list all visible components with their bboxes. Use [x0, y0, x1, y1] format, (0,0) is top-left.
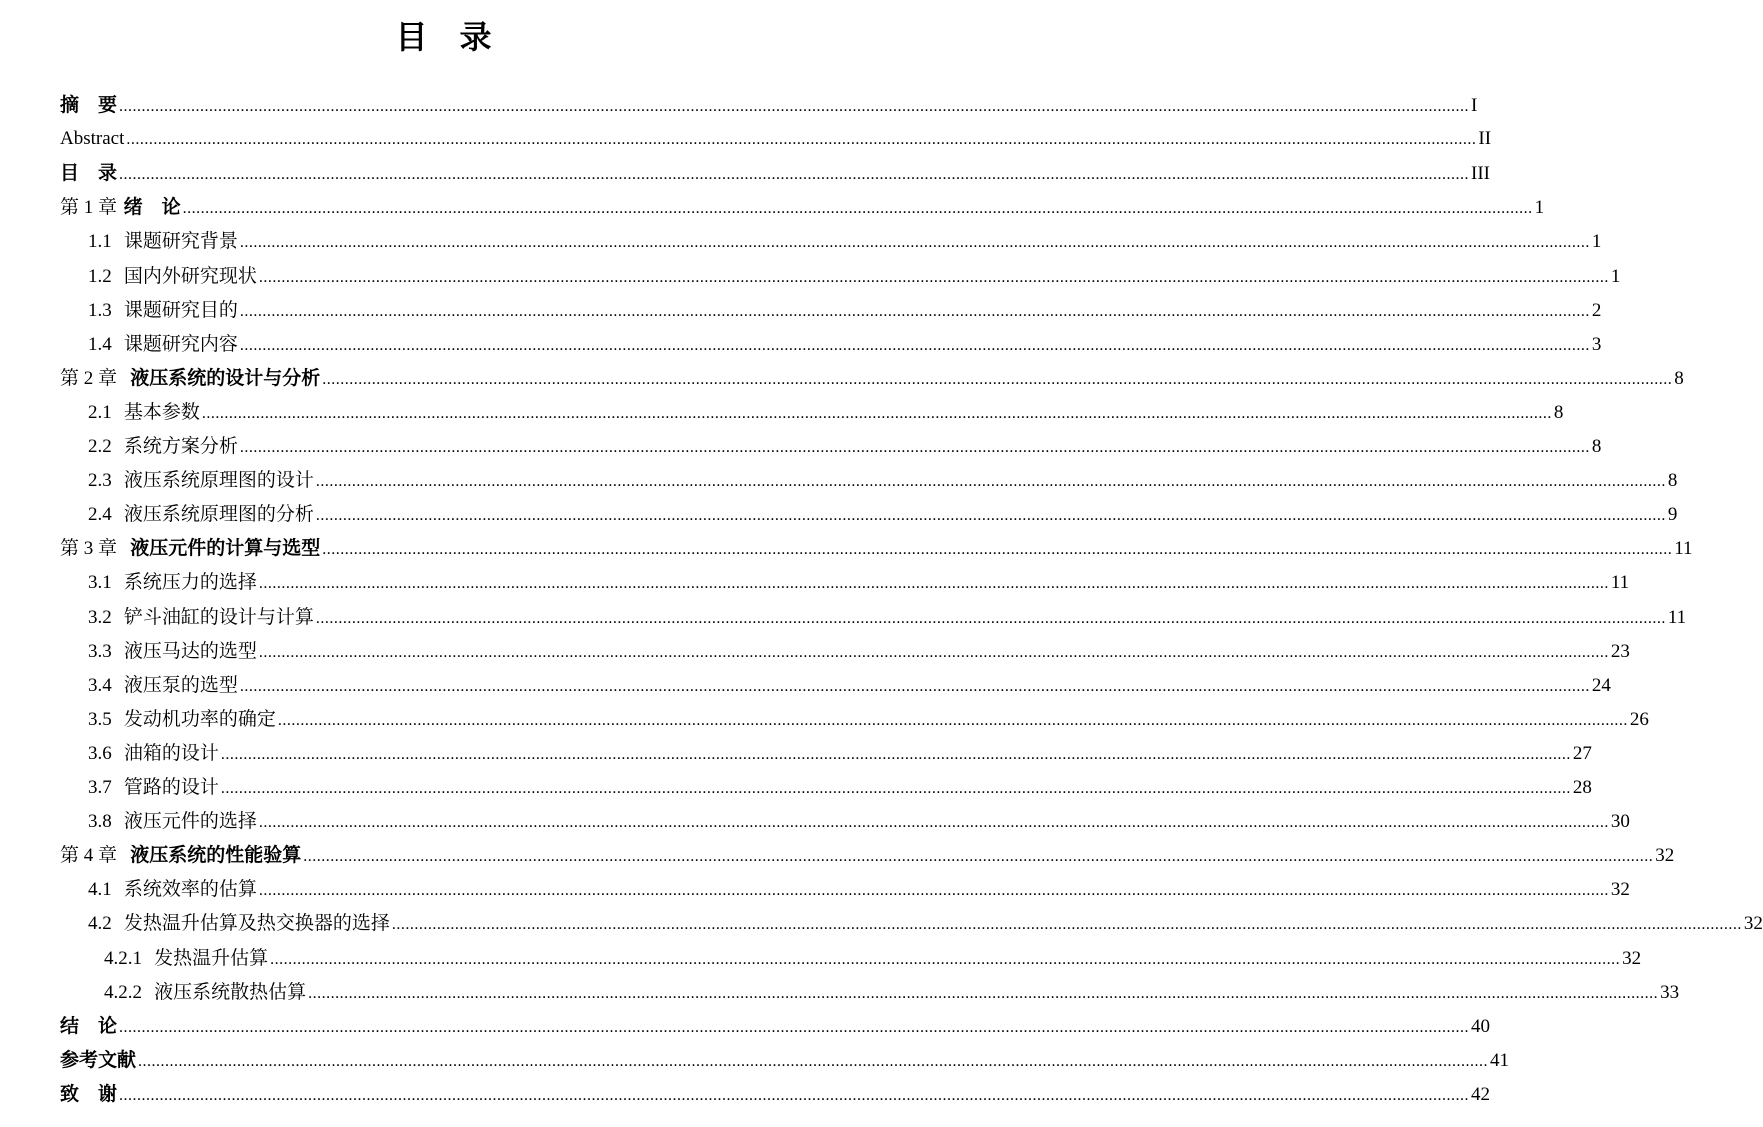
toc-entry[interactable] — [60, 838, 1675, 872]
toc-leader-dots: ............................................................................................................................................................................................................................................................................................................ — [391, 916, 1742, 934]
toc-page-number: 26 — [1629, 708, 1649, 730]
toc-entry-text: 液压泵的选型 — [111, 673, 238, 696]
toc-entry-label — [88, 395, 200, 430]
page-title: 目 录 — [395, 18, 492, 56]
toc-entry-text: 液压系统原理图的分析 — [111, 503, 314, 526]
toc-entry[interactable] — [104, 975, 1680, 1009]
toc-entry-number: 4.1 — [88, 879, 112, 901]
toc-leader-dots: ............................................................................................................................................................................................................................................................................................................ — [322, 370, 1673, 388]
toc-entry-text: 液压系统的设计与分析 — [117, 366, 321, 389]
toc-page-number: 42 — [1471, 1083, 1491, 1105]
toc-entry-number: 4.2.1 — [104, 947, 142, 969]
toc-page-number: 28 — [1572, 777, 1592, 798]
toc-leader-dots: ............................................................................................................................................................................................................................................................................................................ — [258, 643, 1609, 661]
toc-entry-text: 系统压力的选择 — [111, 571, 257, 594]
toc-entry-label — [104, 975, 306, 1010]
toc-entry-number: 第 1 章 — [60, 197, 118, 219]
toc-entry-text: 发热温升估算及热交换器的选择 — [111, 912, 390, 935]
toc-page-number: 11 — [1674, 538, 1693, 560]
toc-page-number: 1 — [1591, 231, 1602, 253]
toc-leader-dots: ............................................................................................................................................................................................................................................................................................................ — [315, 609, 1666, 627]
toc-page-number: 32 — [1610, 879, 1630, 901]
toc-entry-text: 液压系统原理图的设计 — [111, 469, 314, 492]
toc-entry-number: 2.3 — [88, 470, 112, 492]
toc-entry-number: 3.4 — [88, 674, 112, 696]
toc-entry-label — [88, 600, 314, 635]
toc-entry-number: 2.2 — [88, 436, 112, 457]
toc-page-number: 3 — [1591, 333, 1602, 355]
toc-page-number: 40 — [1471, 1015, 1491, 1037]
toc-page-number: 30 — [1610, 811, 1630, 833]
toc-leader-dots: ............................................................................................................................................................................................................................................................................................................ — [258, 814, 1609, 832]
toc-entry-label — [88, 634, 257, 669]
toc-entry[interactable] — [88, 395, 1564, 429]
toc-entry[interactable] — [88, 736, 1592, 770]
toc-leader-dots: ............................................................................................................................................................................................................................................................................................................ — [239, 439, 1590, 456]
toc-entry-label — [60, 122, 124, 156]
toc-entry[interactable] — [88, 872, 1630, 906]
toc-page-number: 8 — [1667, 470, 1678, 492]
toc-leader-dots: ............................................................................................................................................................................................................................................................................................................ — [258, 575, 1609, 593]
toc-entry-number: 3.3 — [88, 640, 112, 662]
toc-entry-number: 4.2.2 — [104, 981, 142, 1003]
toc-entry-text: 管路的设计 — [111, 776, 219, 798]
toc-entry-text: 目 录 — [60, 162, 118, 185]
toc-page-number: 24 — [1591, 674, 1611, 696]
toc-leader-dots: ............................................................................................................................................................................................................................................................................................................ — [239, 677, 1590, 695]
toc-leader-dots: ............................................................................................................................................................................................................................................................................................................ — [119, 1018, 1470, 1036]
toc-page-number: 2 — [1591, 299, 1602, 321]
toc-entry-label — [88, 497, 314, 532]
toc-entry-label — [60, 361, 320, 396]
toc-leader-dots: ............................................................................................................................................................................................................................................................................................................ — [119, 98, 1470, 115]
toc-page-number: I — [1471, 95, 1478, 116]
toc-entry-number: 1.4 — [88, 333, 112, 355]
toc-leader-dots: ............................................................................................................................................................................................................................................................................................................ — [322, 541, 1673, 559]
toc-entry-label — [60, 156, 117, 190]
toc-page-number: 1 — [1534, 197, 1545, 219]
toc-entry-label — [88, 293, 238, 328]
toc-leader-dots: ............................................................................................................................................................................................................................................................................................................ — [220, 745, 1571, 763]
toc-entry[interactable] — [60, 531, 1693, 565]
toc-entry[interactable] — [88, 327, 1602, 361]
toc-leader-dots: ............................................................................................................................................................................................................................................................................................................ — [119, 1086, 1470, 1104]
toc-entry[interactable] — [60, 88, 1478, 122]
toc-entry-number: 1.1 — [88, 231, 112, 253]
toc-entry[interactable] — [60, 156, 1490, 190]
toc-page-number: 32 — [1622, 947, 1642, 969]
toc-entry-text: 结 论 — [60, 1014, 118, 1037]
toc-entry[interactable] — [88, 600, 1687, 634]
toc-entry-number: 4.2 — [88, 913, 112, 935]
toc-page-number: III — [1471, 163, 1490, 185]
toc-entry-text: 系统方案分析 — [111, 435, 238, 457]
toc-entry-number: 2.4 — [88, 504, 112, 526]
toc-entry-text: 基本参数 — [111, 400, 200, 423]
toc-page-number: 33 — [1660, 981, 1680, 1003]
toc-entry[interactable] — [88, 565, 1630, 599]
toc-entry[interactable] — [60, 122, 1492, 156]
toc-entry-label — [60, 838, 301, 873]
toc-page-number: 11 — [1667, 606, 1687, 628]
toc-leader-dots: ............................................................................................................................................................................................................................................................................................................ — [277, 711, 1628, 729]
toc-leader-dots: ............................................................................................................................................................................................................................................................................................................ — [258, 882, 1609, 900]
toc-entry-number: 第 2 章 — [60, 367, 118, 389]
toc-entry-text: 液压系统的性能验算 — [117, 844, 302, 867]
toc-entry-text: 液压系统散热估算 — [142, 980, 307, 1003]
toc-leader-dots: ............................................................................................................................................................................................................................................................................................................ — [182, 200, 1533, 218]
toc-entry-label — [60, 88, 117, 122]
toc-entry[interactable] — [60, 1009, 1491, 1043]
toc-page-number: 41 — [1490, 1049, 1510, 1071]
toc-entry-label — [88, 702, 276, 737]
toc-entry-label — [88, 224, 238, 259]
toc-entry[interactable] — [60, 1043, 1510, 1077]
toc-page-number: 8 — [1674, 367, 1684, 389]
toc-page-number: 8 — [1591, 436, 1602, 457]
toc-entry-label — [88, 736, 219, 771]
toc-page-number: 32 — [1743, 913, 1763, 935]
toc-entry[interactable] — [88, 429, 1602, 463]
toc-entry-text: Abstract — [60, 128, 125, 150]
toc-leader-dots: ............................................................................................................................................................................................................................................................................................................ — [315, 507, 1666, 525]
toc-entry[interactable] — [104, 941, 1642, 975]
toc-entry-text: 课题研究背景 — [111, 230, 238, 253]
toc-entry-label — [88, 259, 257, 294]
toc-entry-number: 3.1 — [88, 572, 112, 594]
toc-entry-text: 致 谢 — [60, 1082, 118, 1105]
toc-entry-label — [88, 668, 238, 703]
toc-entry-label — [88, 565, 257, 600]
toc-entry-text: 摘 要 — [60, 94, 118, 116]
toc-page-number: II — [1478, 128, 1492, 150]
toc-leader-dots: ............................................................................................................................................................................................................................................................................................................ — [119, 166, 1470, 184]
toc-entry-number: 第 3 章 — [60, 538, 118, 560]
toc-page-number: 8 — [1553, 401, 1564, 423]
toc-entry-label — [104, 941, 268, 976]
toc-entry[interactable] — [88, 634, 1630, 668]
toc-entry-label — [88, 463, 314, 498]
toc-leader-dots: ............................................................................................................................................................................................................................................................................................................ — [303, 848, 1654, 866]
toc-entry[interactable] — [88, 906, 1763, 940]
toc-page-number: 27 — [1572, 742, 1592, 764]
toc-entry-label — [88, 906, 390, 941]
toc-leader-dots: ............................................................................................................................................................................................................................................................................................................ — [201, 404, 1552, 422]
toc-entry-label — [60, 190, 181, 225]
toc-leader-dots: ............................................................................................................................................................................................................................................................................................................ — [220, 780, 1571, 797]
toc-entry-text: 发热温升估算 — [142, 946, 269, 969]
toc-entry[interactable] — [60, 1077, 1491, 1111]
toc-entry-text: 参考文献 — [60, 1048, 137, 1071]
toc-entry[interactable] — [88, 293, 1602, 327]
toc-leader-dots: ............................................................................................................................................................................................................................................................................................................ — [258, 268, 1609, 286]
toc-entry-number: 第 4 章 — [60, 845, 118, 867]
toc-page-number: 9 — [1667, 504, 1678, 526]
toc-page-number: 23 — [1610, 640, 1630, 662]
toc-entry-text: 铲斗油缸的设计与计算 — [111, 605, 314, 628]
toc-entry-label — [88, 327, 238, 362]
toc-leader-dots: ............................................................................................................................................................................................................................................................................................................ — [308, 984, 1659, 1002]
toc-entry-number: 3.2 — [88, 606, 112, 628]
toc-entry[interactable] — [88, 463, 1678, 497]
toc-entry-text: 课题研究内容 — [111, 332, 238, 355]
toc-page-number: 32 — [1655, 845, 1675, 867]
toc-entry-number: 3.6 — [88, 742, 112, 764]
toc-entry-label — [60, 531, 320, 566]
toc-entry-number: 2.1 — [88, 401, 112, 423]
toc-page-number: 11 — [1610, 572, 1630, 594]
toc-entry-text: 发动机功率的确定 — [111, 707, 276, 730]
toc-entry-text: 液压元件的计算与选型 — [117, 537, 321, 560]
toc-entry-label — [88, 429, 238, 464]
toc-entry-label — [60, 1009, 117, 1043]
toc-entry-label — [88, 770, 219, 805]
toc-entry-text: 绪 论 — [117, 196, 181, 219]
toc-entry-text: 油箱的设计 — [111, 741, 219, 764]
toc-entry-text: 液压元件的选择 — [111, 810, 257, 833]
toc-entry-text: 课题研究目的 — [111, 298, 238, 321]
toc-entry[interactable] — [88, 668, 1611, 702]
toc-entry-label — [88, 872, 257, 907]
toc-entry[interactable] — [88, 497, 1678, 531]
toc-entry-number: 3.7 — [88, 777, 112, 798]
toc-leader-dots: ............................................................................................................................................................................................................................................................................................................ — [126, 131, 1477, 149]
toc-entry-text: 国内外研究现状 — [111, 264, 257, 287]
toc-page-number: 1 — [1610, 265, 1621, 287]
toc-entry-number: 3.8 — [88, 811, 112, 833]
toc-entry-number: 1.2 — [88, 265, 112, 287]
toc-leader-dots: ............................................................................................................................................................................................................................................................................................................ — [239, 336, 1590, 354]
toc-entry-number: 1.3 — [88, 299, 112, 321]
toc-leader-dots: ............................................................................................................................................................................................................................................................................................................ — [270, 950, 1621, 968]
toc-entry[interactable] — [88, 804, 1630, 838]
toc-leader-dots: ............................................................................................................................................................................................................................................................................................................ — [138, 1052, 1489, 1070]
toc-leader-dots: ............................................................................................................................................................................................................................................................................................................ — [315, 473, 1666, 491]
toc-entry-text: 液压马达的选型 — [111, 639, 257, 662]
toc-entry[interactable] — [60, 361, 1684, 395]
toc-entry-label — [60, 1077, 117, 1111]
toc-entry[interactable] — [88, 259, 1621, 293]
toc-leader-dots: ............................................................................................................................................................................................................................................................................................................ — [239, 302, 1590, 320]
toc-entry[interactable] — [88, 224, 1602, 258]
toc-leader-dots: ............................................................................................................................................................................................................................................................................................................ — [239, 234, 1590, 252]
toc-entry[interactable] — [88, 702, 1649, 736]
toc-entry-text: 系统效率的估算 — [111, 878, 257, 901]
toc-entry[interactable] — [60, 190, 1545, 224]
toc-entry-label — [60, 1043, 136, 1077]
toc-entry-number: 3.5 — [88, 708, 112, 730]
toc-entry-label — [88, 804, 257, 839]
toc-entry[interactable] — [88, 770, 1592, 804]
